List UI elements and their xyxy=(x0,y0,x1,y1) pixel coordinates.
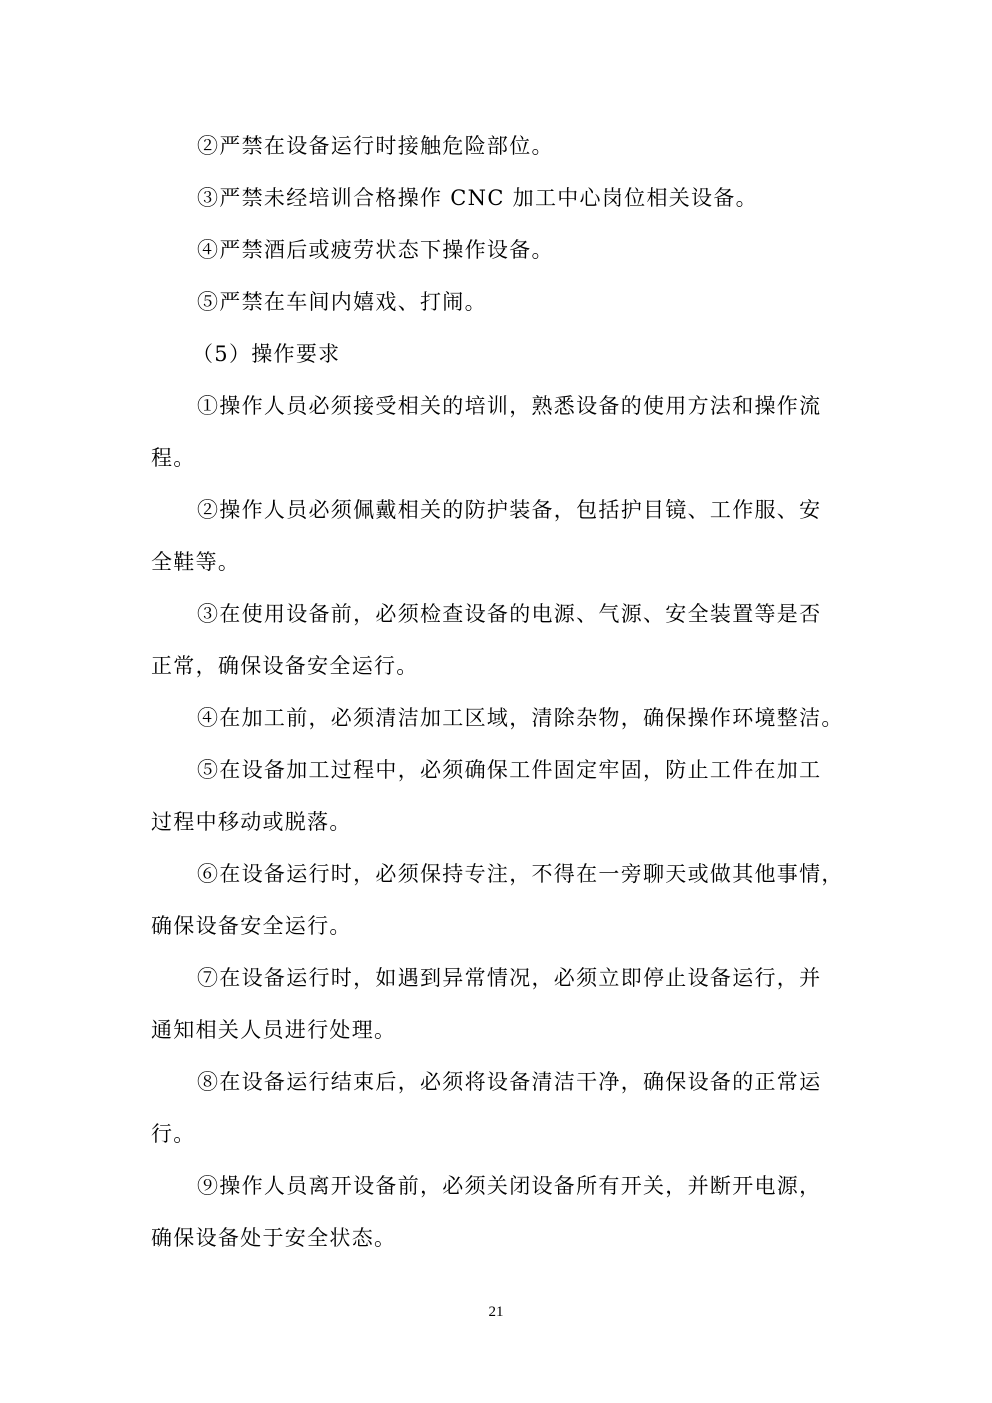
section-heading: （5）操作要求 xyxy=(192,342,341,366)
text-line: ④严禁酒后或疲劳状态下操作设备。 xyxy=(197,238,554,262)
text-line: ③严禁未经培训合格操作 CNC 加工中心岗位相关设备。 xyxy=(197,186,758,210)
text-line: ②严禁在设备运行时接触危险部位。 xyxy=(197,134,554,158)
page-number: 21 xyxy=(488,1304,504,1320)
text-line: 程。 xyxy=(151,446,196,470)
text-line: 全鞋等。 xyxy=(151,550,241,574)
text-line: ②操作人员必须佩戴相关的防护装备，包括护目镜、工作服、安 xyxy=(197,498,822,522)
text-line: 确保设备处于安全状态。 xyxy=(151,1226,397,1250)
text-line: ⑨操作人员离开设备前，必须关闭设备所有开关，并断开电源， xyxy=(197,1174,822,1198)
text-line: ④在加工前，必须清洁加工区域，清除杂物，确保操作环境整洁。 xyxy=(197,706,844,730)
text-line: ⑥在设备运行时，必须保持专注，不得在一旁聊天或做其他事情， xyxy=(197,862,844,886)
text-line: ⑤在设备加工过程中，必须确保工件固定牢固，防止工件在加工 xyxy=(197,758,822,782)
text-line: ⑦在设备运行时，如遇到异常情况，必须立即停止设备运行，并 xyxy=(197,966,822,990)
text-line: 通知相关人员进行处理。 xyxy=(151,1018,397,1042)
text-line: ①操作人员必须接受相关的培训，熟悉设备的使用方法和操作流 xyxy=(197,394,822,418)
text-line: ⑧在设备运行结束后，必须将设备清洁干净，确保设备的正常运 xyxy=(197,1070,822,1094)
text-line: ③在使用设备前，必须检查设备的电源、气源、安全装置等是否 xyxy=(197,602,822,626)
text-line: 过程中移动或脱落。 xyxy=(151,810,352,834)
text-line: ⑤严禁在车间内嬉戏、打闹。 xyxy=(197,290,487,314)
text-line: 行。 xyxy=(151,1122,196,1146)
text-line: 确保设备安全运行。 xyxy=(151,914,352,938)
text-line: 正常，确保设备安全运行。 xyxy=(151,654,419,678)
